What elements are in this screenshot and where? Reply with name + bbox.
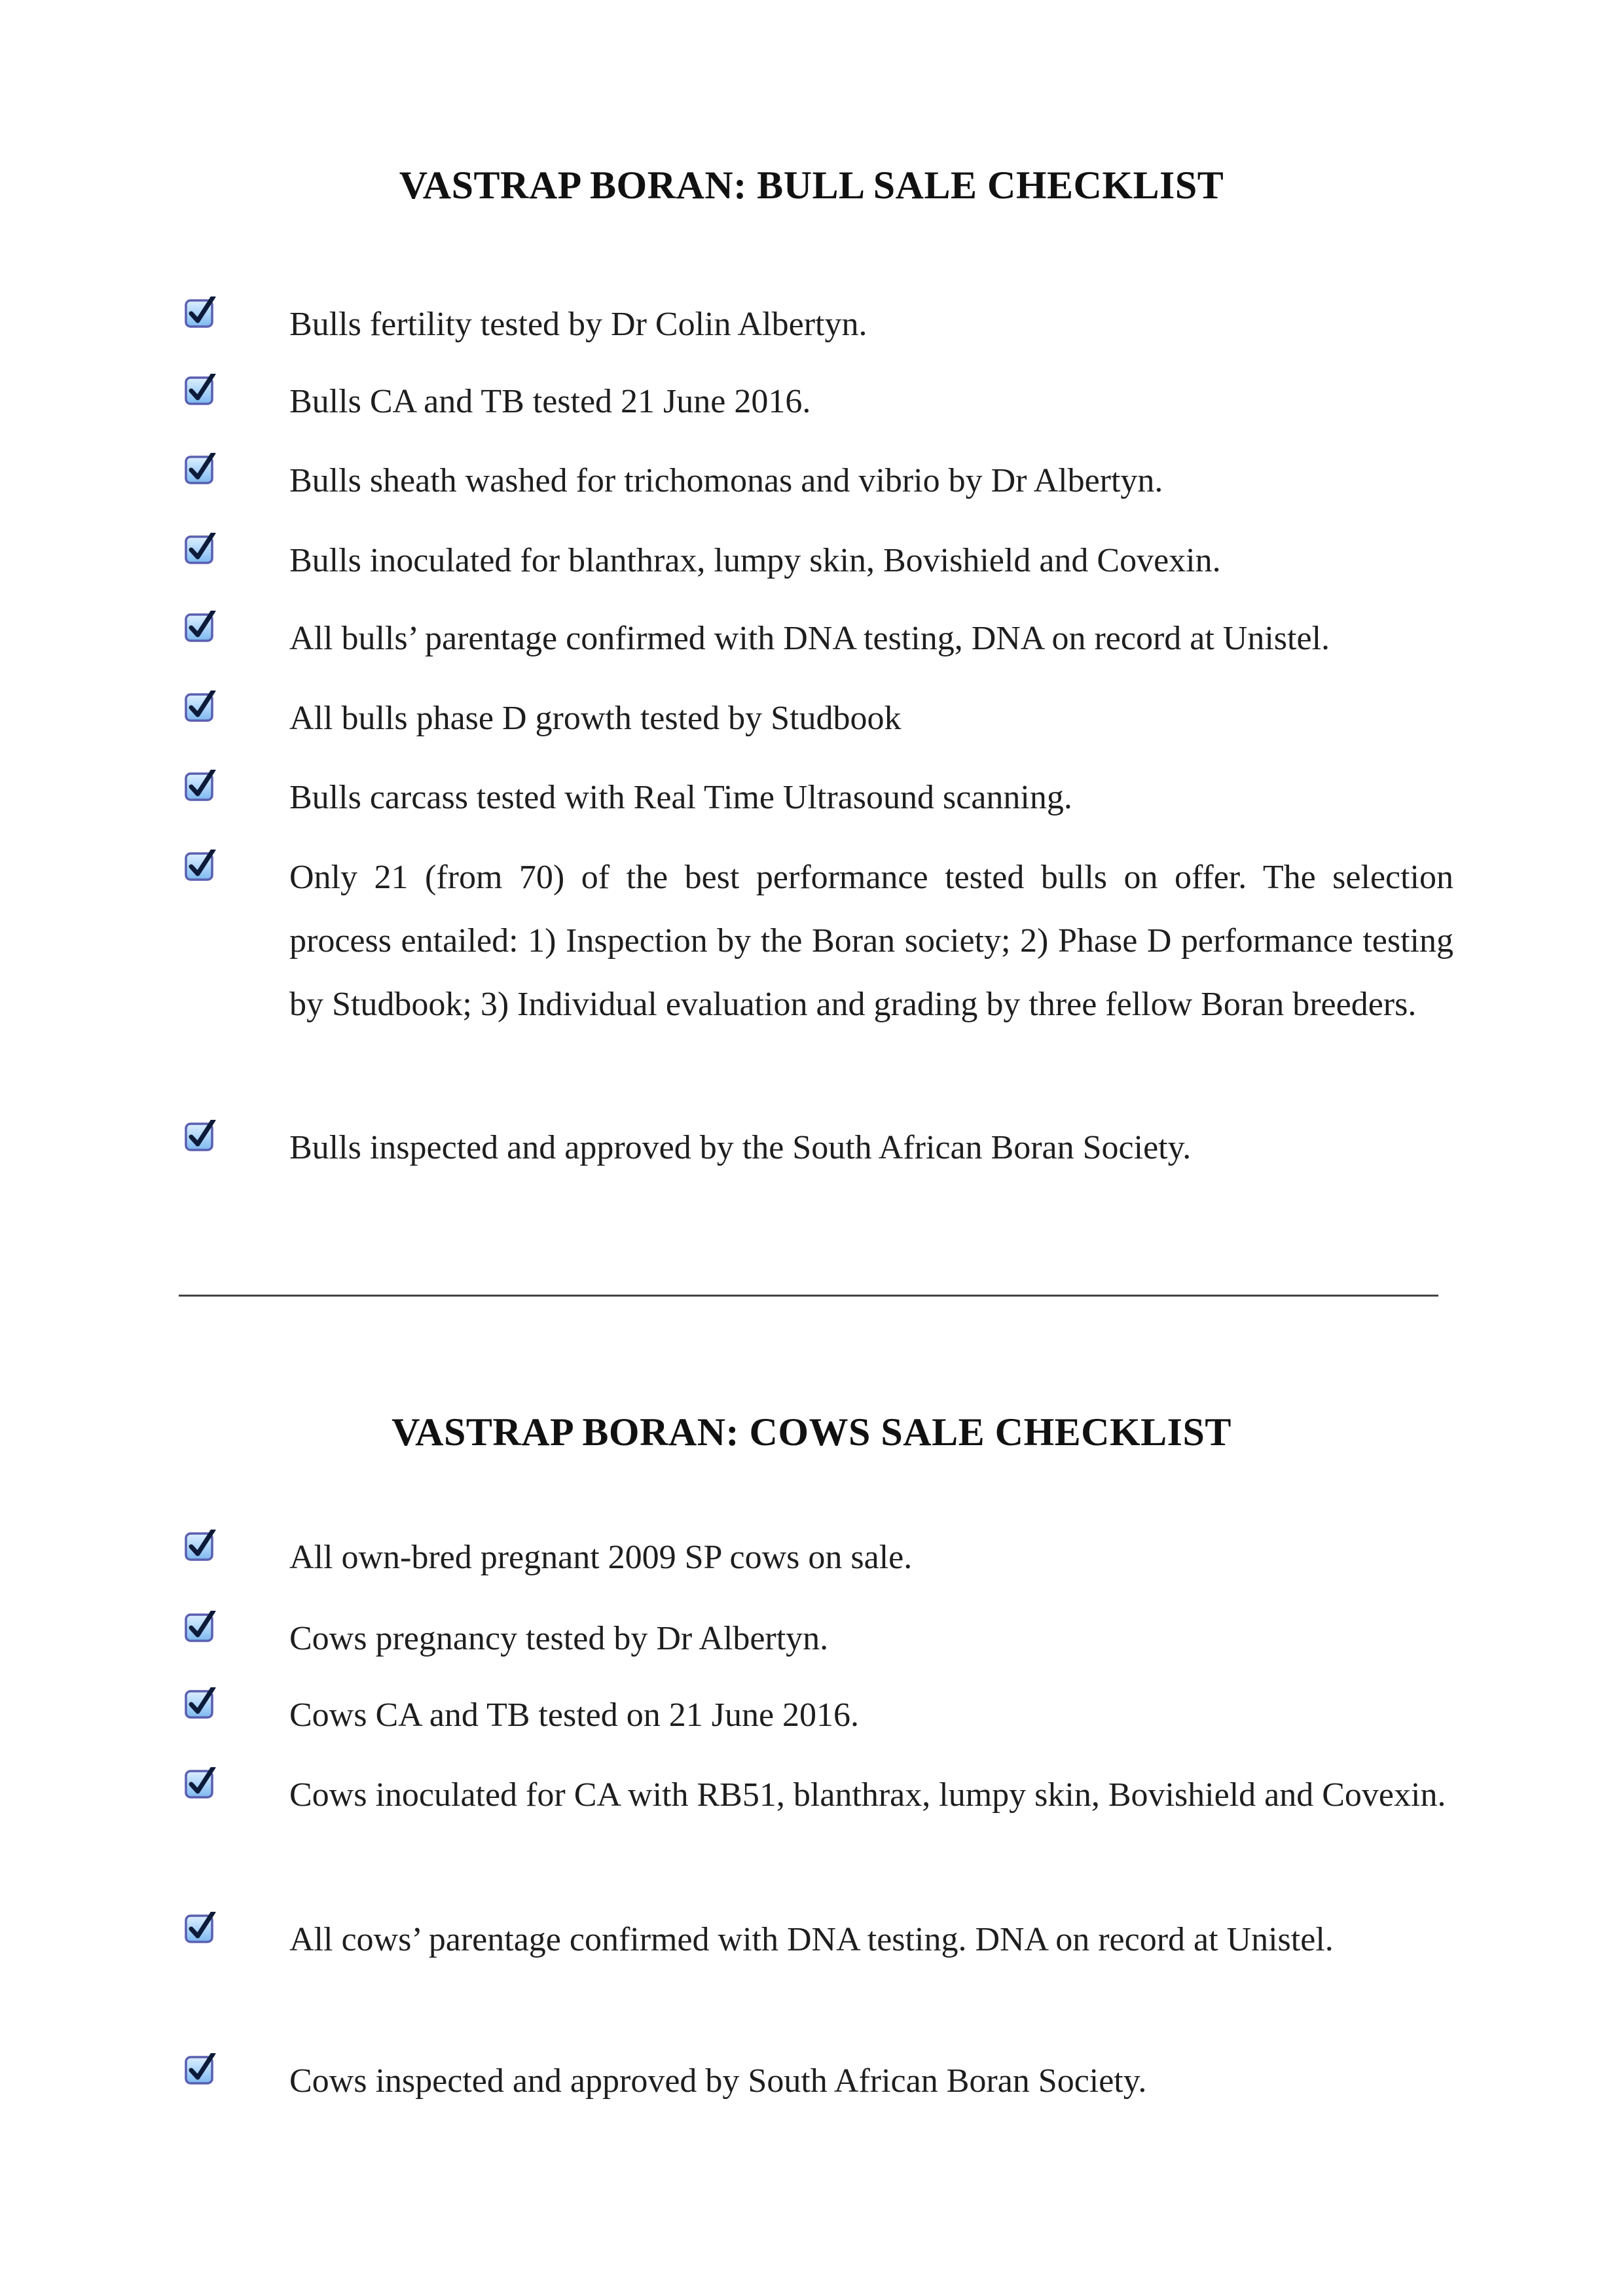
checked-checkbox-icon[interactable] xyxy=(185,2053,216,2085)
checklist-item-text: All bulls’ parentage confirmed with DNA testing, DNA on record at Unistel. xyxy=(289,620,1330,657)
checked-checkbox-icon[interactable] xyxy=(185,1687,216,1719)
checked-checkbox-icon[interactable] xyxy=(185,611,216,642)
checked-checkbox-icon[interactable] xyxy=(185,296,216,328)
checked-checkbox-icon[interactable] xyxy=(185,1912,216,1943)
checked-checkbox-icon[interactable] xyxy=(185,1767,216,1799)
checklist-item-text: All own-bred pregnant 2009 SP cows on sale. xyxy=(289,1539,913,1576)
cows-checklist-title: VASTRAP BORAN: COWS SALE CHECKLIST xyxy=(392,1410,1231,1454)
checklist-item-text: Cows inoculated for CA with RB51, blanthrax, lumpy skin, Bovishield and Covexin. xyxy=(289,1776,1446,1814)
checklist-item-text: All cows’ parentage confirmed with DNA testing. DNA on record at Unistel. xyxy=(289,1921,1334,1958)
checklist-item-text: Bulls inspected and approved by the South African Boran Society. xyxy=(289,1129,1192,1166)
section-divider xyxy=(179,1295,1438,1297)
checked-checkbox-icon[interactable] xyxy=(185,850,216,881)
checklist-item-text: Bulls fertility tested by Dr Colin Albertyn. xyxy=(289,306,867,343)
checklist-item-text: Bulls carcass tested with Real Time Ultrasound scanning. xyxy=(289,779,1072,816)
checked-checkbox-icon[interactable] xyxy=(185,770,216,801)
checklist-item-text: Bulls sheath washed for trichomonas and vibrio by Dr Albertyn. xyxy=(289,462,1163,499)
checked-checkbox-icon[interactable] xyxy=(185,691,216,722)
checked-checkbox-icon[interactable] xyxy=(185,374,216,405)
checklist-item-text: Bulls inoculated for blanthrax, lumpy skin, Bovishield and Covexin. xyxy=(289,542,1221,579)
checked-checkbox-icon[interactable] xyxy=(185,1120,216,1151)
checked-checkbox-icon[interactable] xyxy=(185,1530,216,1561)
checked-checkbox-icon[interactable] xyxy=(185,453,216,484)
bull-checklist-title: VASTRAP BORAN: BULL SALE CHECKLIST xyxy=(399,164,1224,207)
checklist-item-text: Bulls CA and TB tested 21 June 2016. xyxy=(289,383,811,420)
checked-checkbox-icon[interactable] xyxy=(185,1611,216,1642)
checked-checkbox-icon[interactable] xyxy=(185,533,216,564)
checklist-item-text: Cows pregnancy tested by Dr Albertyn. xyxy=(289,1620,829,1657)
checklist-item-text: Cows CA and TB tested on 21 June 2016. xyxy=(289,1696,860,1734)
checklist-item-text: All bulls phase D growth tested by Studbook xyxy=(289,700,902,737)
checklist-item-text: Cows inspected and approved by South African Boran Society. xyxy=(289,2062,1147,2100)
checklist-item-text: Only 21 (from 70) of the best performance tested bulls on offer. The selection process entailed: 1) Inspection by the Boran society; 2) Phase D performance testing by Studbook; 3) Individual evaluation and grading by three fellow Boran breeders. xyxy=(289,859,1453,1023)
